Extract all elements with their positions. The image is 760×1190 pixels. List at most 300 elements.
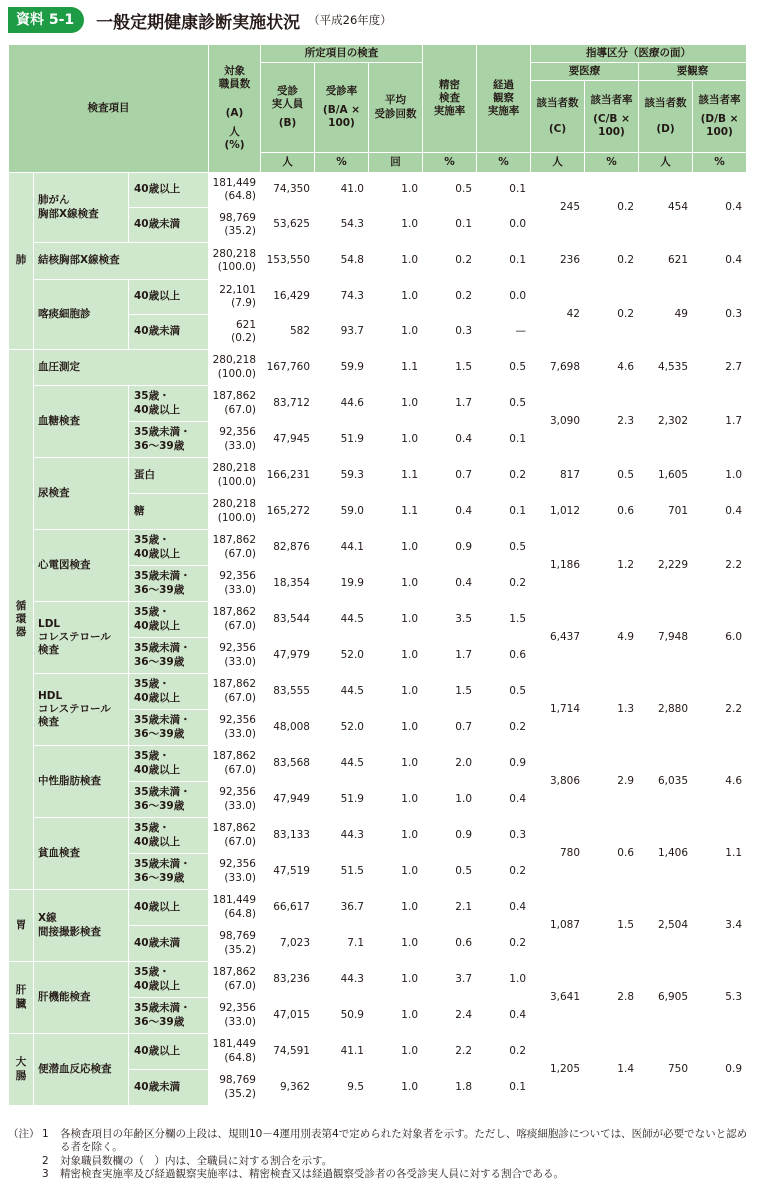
header-guidance: 指導区分（医療の面） [531,45,747,63]
rate-cell: 44.3 [315,962,369,998]
age-div: 35歳未満・ 36〜39歳 [129,638,209,674]
detail-cell: 0.4 [423,422,477,458]
follow-cell: 0.4 [477,998,531,1034]
examinees-cell: 83,555 [261,674,315,710]
header-rate-c: 該当者率 (C/B × 100) [585,81,639,153]
rate-cell: 74.3 [315,280,369,315]
follow-cell: — [477,315,531,350]
follow-cell: 0.4 [477,782,531,818]
section-badge: 資料 5-1 [8,7,84,33]
count-d-cell: 6,035 [639,746,693,818]
rate-cell: 9.5 [315,1070,369,1106]
item-lung-cancer: 肺がん 胸部X線検査 [34,173,129,243]
rate-d-cell: 1.1 [693,818,747,890]
rate-c-cell: 2.8 [585,962,639,1034]
follow-cell: 0.2 [477,458,531,494]
age-div: 35歳未満・ 36〜39歳 [129,998,209,1034]
rate-cell: 59.3 [315,458,369,494]
examinees-cell: 48,008 [261,710,315,746]
avg-cell: 1.0 [369,638,423,674]
avg-cell: 1.0 [369,1034,423,1070]
item-xray: X線 間接撮影検査 [34,890,129,962]
item-glucose: 血糖検査 [34,386,129,458]
examinees-cell: 47,015 [261,998,315,1034]
unit-rate: % [315,153,369,173]
avg-cell: 1.0 [369,243,423,280]
staff-cell: 92,356 (33.0) [209,422,261,458]
table-row [9,386,747,422]
rate-d-cell: 0.3 [693,280,747,350]
avg-cell: 1.0 [369,280,423,315]
header-detail: 精密 検査 実施率 [423,45,477,153]
detail-cell: 1.0 [423,782,477,818]
staff-cell: 187,862 (67.0) [209,962,261,998]
avg-cell: 1.1 [369,458,423,494]
detail-cell: 3.5 [423,602,477,638]
follow-cell: 0.5 [477,530,531,566]
rate-d-cell: 4.6 [693,746,747,818]
staff-cell: 92,356 (33.0) [209,638,261,674]
age-div: 35歳・ 40歳以上 [129,746,209,782]
rate-d-cell: 0.9 [693,1034,747,1106]
footnote-mark: （注） [8,1128,40,1140]
count-c-cell: 1,205 [531,1034,585,1106]
rate-cell: 59.0 [315,494,369,530]
examinees-cell: 47,949 [261,782,315,818]
examinees-cell: 166,231 [261,458,315,494]
rate-cell: 44.5 [315,746,369,782]
staff-cell: 92,356 (33.0) [209,998,261,1034]
examinees-cell: 83,568 [261,746,315,782]
table-row [9,243,747,280]
rate-c-cell: 4.6 [585,350,639,386]
follow-cell: 0.5 [477,674,531,710]
footnote-text: 精密検査実施率及び経過観察実施率は、精密検査又は経過観察受診者の各受診実人員に対する割合である。 [60,1168,564,1181]
unit-rate-d: % [693,153,747,173]
rate-c-cell: 4.9 [585,602,639,674]
detail-cell: 0.4 [423,494,477,530]
age-div: 35歳未満・ 36〜39歳 [129,782,209,818]
header-count-c: 該当者数 (C) [531,81,585,153]
table-row [9,1034,747,1070]
detail-cell: 0.6 [423,926,477,962]
count-c-cell: 3,090 [531,386,585,458]
rate-cell: 50.9 [315,998,369,1034]
organ-lung: 肺 [9,173,34,350]
rate-cell: 41.0 [315,173,369,208]
rate-cell: 52.0 [315,638,369,674]
rate-c-cell: 0.2 [585,173,639,243]
rate-d-cell: 6.0 [693,602,747,674]
detail-cell: 0.5 [423,173,477,208]
rate-c-cell: 0.2 [585,243,639,280]
age-div: 35歳未満・ 36〜39歳 [129,566,209,602]
examinees-cell: 9,362 [261,1070,315,1106]
detail-cell: 0.4 [423,566,477,602]
title-row [8,6,392,34]
rate-cell: 54.3 [315,208,369,243]
rate-cell: 44.6 [315,386,369,422]
examinees-cell: 582 [261,315,315,350]
organ-colon: 大 腸 [9,1034,34,1106]
rate-c-cell: 1.2 [585,530,639,602]
follow-cell: 0.0 [477,208,531,243]
item-urine: 尿検査 [34,458,129,530]
header-examinees: 受診 実人員 (B) [261,63,315,153]
staff-cell: 92,356 (33.0) [209,566,261,602]
rate-cell: 44.1 [315,530,369,566]
age-div: 35歳・ 40歳以上 [129,530,209,566]
follow-cell: 0.1 [477,243,531,280]
examinees-cell: 153,550 [261,243,315,280]
rate-cell: 7.1 [315,926,369,962]
unit-rate-c: % [585,153,639,173]
staff-cell: 98,769 (35.2) [209,926,261,962]
item-ldl: LDL コレステロール 検査 [34,602,129,674]
page-subtitle: （平成26年度） [308,13,392,27]
header-rate: 受診率 (B/A × 100) [315,63,369,153]
header-rate-d: 該当者率 (D/B × 100) [693,81,747,153]
header-avg: 平均 受診回数 [369,63,423,153]
avg-cell: 1.0 [369,422,423,458]
follow-cell: 0.2 [477,926,531,962]
count-c-cell: 1,186 [531,530,585,602]
detail-cell: 0.2 [423,243,477,280]
rate-c-cell: 1.5 [585,890,639,962]
count-d-cell: 750 [639,1034,693,1106]
header-follow: 経過 観察 実施率 [477,45,531,153]
count-c-cell: 1,087 [531,890,585,962]
rate-cell: 59.9 [315,350,369,386]
avg-cell: 1.0 [369,530,423,566]
rate-cell: 41.1 [315,1034,369,1070]
examinees-cell: 167,760 [261,350,315,386]
age-div: 40歳以上 [129,173,209,208]
count-c-cell: 3,641 [531,962,585,1034]
table-row [9,674,747,710]
rate-cell: 93.7 [315,315,369,350]
examinees-cell: 83,544 [261,602,315,638]
count-d-cell: 2,880 [639,674,693,746]
staff-cell: 280,218 (100.0) [209,243,261,280]
age-div: 35歳・ 40歳以上 [129,386,209,422]
rate-cell: 44.3 [315,818,369,854]
count-d-cell: 2,302 [639,386,693,458]
staff-cell: 621 (0.2) [209,315,261,350]
count-c-cell: 6,437 [531,602,585,674]
footnote-number: 2 [42,1154,49,1167]
rate-d-cell: 0.4 [693,494,747,530]
detail-cell: 0.7 [423,458,477,494]
rate-cell: 51.9 [315,422,369,458]
rate-d-cell: 2.2 [693,674,747,746]
detail-cell: 3.7 [423,962,477,998]
examinees-cell: 83,133 [261,818,315,854]
item-liver-function: 肝機能検査 [34,962,129,1034]
rate-cell: 52.0 [315,710,369,746]
age-div: 40歳未満 [129,315,209,350]
rate-c-cell: 0.6 [585,818,639,890]
rate-cell: 19.9 [315,566,369,602]
avg-cell: 1.0 [369,386,423,422]
follow-cell: 0.2 [477,1034,531,1070]
item-sputum: 喀痰細胞診 [34,280,129,350]
header-staff: 対象 職員数 (A) 人 (%) [209,45,261,173]
footnote-2 [8,1155,756,1168]
age-div: 40歳以上 [129,280,209,315]
rate-c-cell: 1.3 [585,674,639,746]
examinees-cell: 74,591 [261,1034,315,1070]
detail-cell: 1.5 [423,674,477,710]
age-div: 40歳未満 [129,208,209,243]
footnote-number: 3 [42,1168,49,1181]
footnote-1 [8,1128,756,1155]
age-div: 35歳・ 40歳以上 [129,602,209,638]
age-div: 35歳・ 40歳以上 [129,962,209,998]
table-row [9,746,747,782]
unit-count-c: 人 [531,153,585,173]
rate-d-cell: 0.4 [693,173,747,243]
age-div: 蛋白 [129,458,209,494]
detail-cell: 0.1 [423,208,477,243]
avg-cell: 1.0 [369,746,423,782]
avg-cell: 1.0 [369,818,423,854]
organ-liver: 肝 臓 [9,962,34,1034]
staff-cell: 181,449 (64.8) [209,890,261,926]
follow-cell: 0.6 [477,638,531,674]
age-div: 35歳・ 40歳以上 [129,818,209,854]
follow-cell: 0.2 [477,710,531,746]
follow-cell: 0.5 [477,386,531,422]
rate-d-cell: 0.4 [693,243,747,280]
unit-follow: % [477,153,531,173]
detail-cell: 0.9 [423,818,477,854]
age-div: 40歳未満 [129,926,209,962]
examinees-cell: 16,429 [261,280,315,315]
table-row [9,962,747,998]
footnote-3 [8,1168,756,1181]
avg-cell: 1.0 [369,890,423,926]
count-d-cell: 2,504 [639,890,693,962]
count-d-cell: 4,535 [639,350,693,386]
staff-cell: 181,449 (64.8) [209,173,261,208]
rate-c-cell: 0.6 [585,494,639,530]
detail-cell: 2.1 [423,890,477,926]
table-row [9,890,747,926]
staff-cell: 187,862 (67.0) [209,818,261,854]
staff-cell: 181,449 (64.8) [209,1034,261,1070]
table-row [9,602,747,638]
footnote-text: 各検査項目の年齢区分欄の上段は、規則10－4運用別表第4で定められた対象者を示す。ただし、喀痰細胞診については、医師が必要でないと認める者を除く。 [60,1128,748,1154]
staff-cell: 22,101 (7.9) [209,280,261,315]
detail-cell: 0.3 [423,315,477,350]
avg-cell: 1.0 [369,710,423,746]
age-div: 40歳未満 [129,1070,209,1106]
staff-cell: 187,862 (67.0) [209,746,261,782]
count-d-cell: 49 [639,280,693,350]
avg-cell: 1.0 [369,962,423,998]
follow-cell: 0.0 [477,280,531,315]
follow-cell: 0.1 [477,422,531,458]
age-div: 40歳以上 [129,890,209,926]
header-item: 検査項目 [9,45,209,173]
examinees-cell: 7,023 [261,926,315,962]
header-need-obs: 要観察 [639,63,747,81]
follow-cell: 0.3 [477,818,531,854]
item-hdl: HDL コレステロール 検査 [34,674,129,746]
detail-cell: 2.4 [423,998,477,1034]
rate-d-cell: 3.4 [693,890,747,962]
count-c-cell: 817 [531,458,585,494]
page-title: 一般定期健康診断実施状況 [96,12,301,33]
item-anemia: 貧血検査 [34,818,129,890]
age-div: 35歳未満・ 36〜39歳 [129,854,209,890]
count-c-cell: 1,012 [531,494,585,530]
examinees-cell: 66,617 [261,890,315,926]
table-row [9,280,747,315]
staff-cell: 280,218 (100.0) [209,494,261,530]
avg-cell: 1.1 [369,494,423,530]
rate-d-cell: 1.0 [693,458,747,494]
rate-c-cell: 0.5 [585,458,639,494]
staff-cell: 92,356 (33.0) [209,710,261,746]
avg-cell: 1.0 [369,315,423,350]
count-d-cell: 621 [639,243,693,280]
count-d-cell: 701 [639,494,693,530]
follow-cell: 1.5 [477,602,531,638]
avg-cell: 1.0 [369,173,423,208]
staff-cell: 92,356 (33.0) [209,782,261,818]
count-c-cell: 7,698 [531,350,585,386]
rate-cell: 51.5 [315,854,369,890]
header-need-med: 要医療 [531,63,639,81]
rate-d-cell: 1.7 [693,386,747,458]
staff-cell: 187,862 (67.0) [209,386,261,422]
examinees-cell: 83,236 [261,962,315,998]
item-bp: 血圧測定 [34,350,209,386]
follow-cell: 0.9 [477,746,531,782]
examinees-cell: 47,519 [261,854,315,890]
rate-cell: 44.5 [315,674,369,710]
count-d-cell: 2,229 [639,530,693,602]
avg-cell: 1.1 [369,350,423,386]
rate-c-cell: 2.3 [585,386,639,458]
table-row [9,173,747,208]
rate-d-cell: 2.7 [693,350,747,386]
count-c-cell: 1,714 [531,674,585,746]
header-count-d: 該当者数 (D) [639,81,693,153]
item-tb: 結核胸部X線検査 [34,243,209,280]
follow-cell: 0.1 [477,494,531,530]
examinees-cell: 83,712 [261,386,315,422]
follow-cell: 0.1 [477,1070,531,1106]
staff-cell: 187,862 (67.0) [209,602,261,638]
organ-stomach: 胃 [9,890,34,962]
detail-cell: 1.7 [423,386,477,422]
detail-cell: 0.5 [423,854,477,890]
count-d-cell: 7,948 [639,602,693,674]
detail-cell: 2.2 [423,1034,477,1070]
detail-cell: 2.0 [423,746,477,782]
detail-cell: 1.7 [423,638,477,674]
footnote-number: 1 [42,1128,49,1140]
staff-cell: 280,218 (100.0) [209,350,261,386]
avg-cell: 1.0 [369,674,423,710]
detail-cell: 0.9 [423,530,477,566]
count-c-cell: 780 [531,818,585,890]
rate-c-cell: 0.2 [585,280,639,350]
age-div: 糖 [129,494,209,530]
follow-cell: 0.4 [477,890,531,926]
detail-cell: 1.5 [423,350,477,386]
unit-detail: % [423,153,477,173]
avg-cell: 1.0 [369,1070,423,1106]
health-checkup-table [8,44,747,1106]
examinees-cell: 74,350 [261,173,315,208]
unit-avg: 回 [369,153,423,173]
table-row [9,818,747,854]
item-tg: 中性脂肪検査 [34,746,129,818]
count-d-cell: 454 [639,173,693,243]
rate-cell: 51.9 [315,782,369,818]
count-c-cell: 42 [531,280,585,350]
avg-cell: 1.0 [369,926,423,962]
item-fobt: 便潜血反応検査 [34,1034,129,1106]
follow-cell: 0.5 [477,350,531,386]
avg-cell: 1.0 [369,566,423,602]
follow-cell: 0.2 [477,854,531,890]
header-exam-group: 所定項目の検査 [261,45,423,63]
follow-cell: 0.1 [477,173,531,208]
count-c-cell: 236 [531,243,585,280]
examinees-cell: 47,945 [261,422,315,458]
unit-count-d: 人 [639,153,693,173]
rate-c-cell: 1.4 [585,1034,639,1106]
rate-d-cell: 2.2 [693,530,747,602]
table-row [9,458,747,494]
rate-d-cell: 5.3 [693,962,747,1034]
rate-cell: 54.8 [315,243,369,280]
age-div: 40歳以上 [129,1034,209,1070]
examinees-cell: 18,354 [261,566,315,602]
examinees-cell: 53,625 [261,208,315,243]
table-row [9,350,747,386]
examinees-cell: 82,876 [261,530,315,566]
count-c-cell: 3,806 [531,746,585,818]
avg-cell: 1.0 [369,854,423,890]
rate-cell: 44.5 [315,602,369,638]
age-div: 35歳未満・ 36〜39歳 [129,422,209,458]
detail-cell: 0.2 [423,280,477,315]
detail-cell: 0.7 [423,710,477,746]
staff-cell: 187,862 (67.0) [209,674,261,710]
detail-cell: 1.8 [423,1070,477,1106]
follow-cell: 1.0 [477,962,531,998]
staff-cell: 92,356 (33.0) [209,854,261,890]
age-div: 35歳未満・ 36〜39歳 [129,710,209,746]
count-c-cell: 245 [531,173,585,243]
table-row [9,530,747,566]
unit-examinees: 人 [261,153,315,173]
rate-c-cell: 2.9 [585,746,639,818]
item-ecg: 心電図検査 [34,530,129,602]
count-d-cell: 1,605 [639,458,693,494]
staff-cell: 280,218 (100.0) [209,458,261,494]
avg-cell: 1.0 [369,782,423,818]
examinees-cell: 47,979 [261,638,315,674]
organ-circulatory: 循 環 器 [9,350,34,890]
staff-cell: 98,769 (35.2) [209,1070,261,1106]
